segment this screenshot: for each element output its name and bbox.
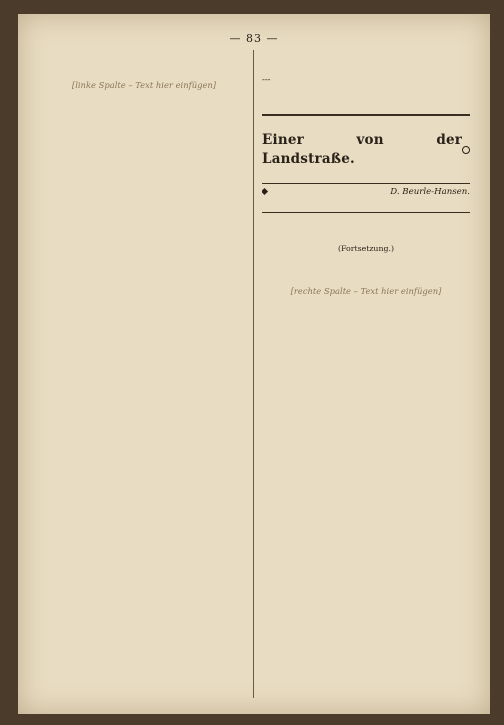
right-column-placeholder: [rechte Spalte – Text hier einfügen]	[290, 285, 442, 296]
book-page	[18, 14, 490, 714]
column-divider	[253, 50, 254, 698]
ornament-circle-icon	[462, 146, 470, 154]
story-title: Einer von der Landstraße.	[262, 131, 463, 167]
continuation-note: (Fortsetzung.)	[338, 243, 394, 253]
left-column	[44, 50, 244, 702]
ornament-diamond-icon	[262, 188, 268, 195]
left-column-placeholder: [linke Spalte – Text hier einfügen]	[71, 79, 217, 90]
story-header	[262, 114, 470, 213]
section-rule: ---	[262, 73, 271, 84]
story-byline: D. Beurle-Hansen.	[390, 186, 470, 197]
right-column	[262, 50, 470, 702]
page-number: — 83 —	[229, 32, 279, 45]
